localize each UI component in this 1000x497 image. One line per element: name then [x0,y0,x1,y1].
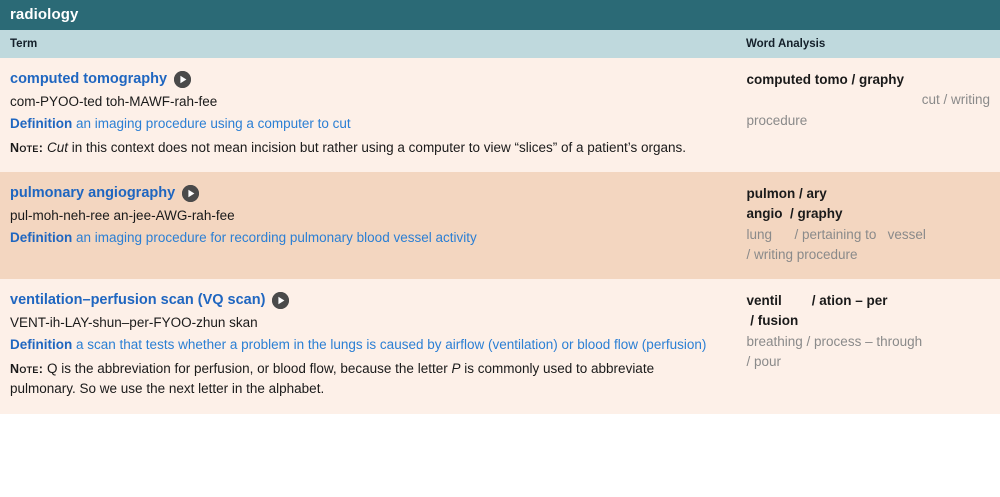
definition-label: Definition [10,229,73,245]
table-row [0,58,1000,172]
note-line [10,138,724,158]
definition-label: Definition [10,336,73,352]
definition-text: an imaging procedure using a computer to cut [76,115,351,131]
term-cell [0,58,736,172]
play-audio-icon[interactable] [182,185,199,202]
term-label[interactable]: pulmonary angiography [10,185,176,202]
definition-line [10,335,724,355]
word-analysis-bold: ventil / ation – per [746,293,888,309]
note-label: Note: [10,362,44,377]
title-row [0,0,1000,30]
pronunciation: VENT-ih-LAY-shun–per-FYOO-zhun skan [10,315,258,331]
term-heading [10,70,724,88]
word-analysis-bold: computed tomo / graphy [746,72,905,87]
header-term: Term [10,38,38,50]
note-text: Q is the abbreviation for perfusion, or blood flow, because the letter P is commonly used to abbreviate pulmonary. So we use the next letter in the alphabet. [10,361,655,397]
word-analysis-cell [736,279,1000,413]
table-title: radiology [0,0,1000,30]
definition-text: a scan that tests whether a problem in the lungs is caused by airflow (ventilation) or blood flow (perfusion) [76,336,707,352]
pronunciation: com-PYOO-ted toh-MAWF-rah-fee [10,94,218,110]
term-heading [10,184,724,202]
header-row [0,30,1000,58]
word-analysis-cell [736,172,1000,279]
definition-label: Definition [10,115,73,131]
header-word-analysis: Word Analysis [746,38,826,50]
word-analysis-gray: / writing procedure [746,246,858,262]
note-label: Note: [10,140,44,155]
word-analysis-gray: procedure [746,112,808,128]
word-analysis-gray: cut / writing [921,92,991,108]
table-row [0,279,1000,413]
definition-text: an imaging procedure for recording pulmonary blood vessel activity [76,229,477,245]
term-cell [0,172,736,279]
term-label[interactable]: ventilation–perfusion scan (VQ scan) [10,292,266,309]
definition-line [10,114,724,134]
note-line [10,359,724,400]
term-heading [10,291,724,309]
word-analysis-gray: / pour [746,353,782,369]
table-row [0,172,1000,279]
play-audio-icon[interactable] [174,71,191,88]
pronunciation: pul-moh-neh-ree an-jee-AWG-rah-fee [10,208,235,224]
word-analysis-gray: breathing / process – through [746,333,923,349]
definition-line [10,228,724,248]
word-analysis-bold: angio / graphy [746,206,843,222]
word-analysis-cell [736,58,1000,172]
note-text: Cut in this context does not mean incision but rather using a computer to view “slices” of a patient’s organs. [46,139,687,155]
word-analysis-gray: lung / pertaining to vessel [746,226,926,242]
word-analysis-bold: / fusion [746,313,799,329]
term-label[interactable]: computed tomography [10,71,168,87]
play-audio-icon[interactable] [272,292,289,309]
word-analysis-bold: pulmon / ary [746,186,827,202]
term-cell [0,279,736,413]
